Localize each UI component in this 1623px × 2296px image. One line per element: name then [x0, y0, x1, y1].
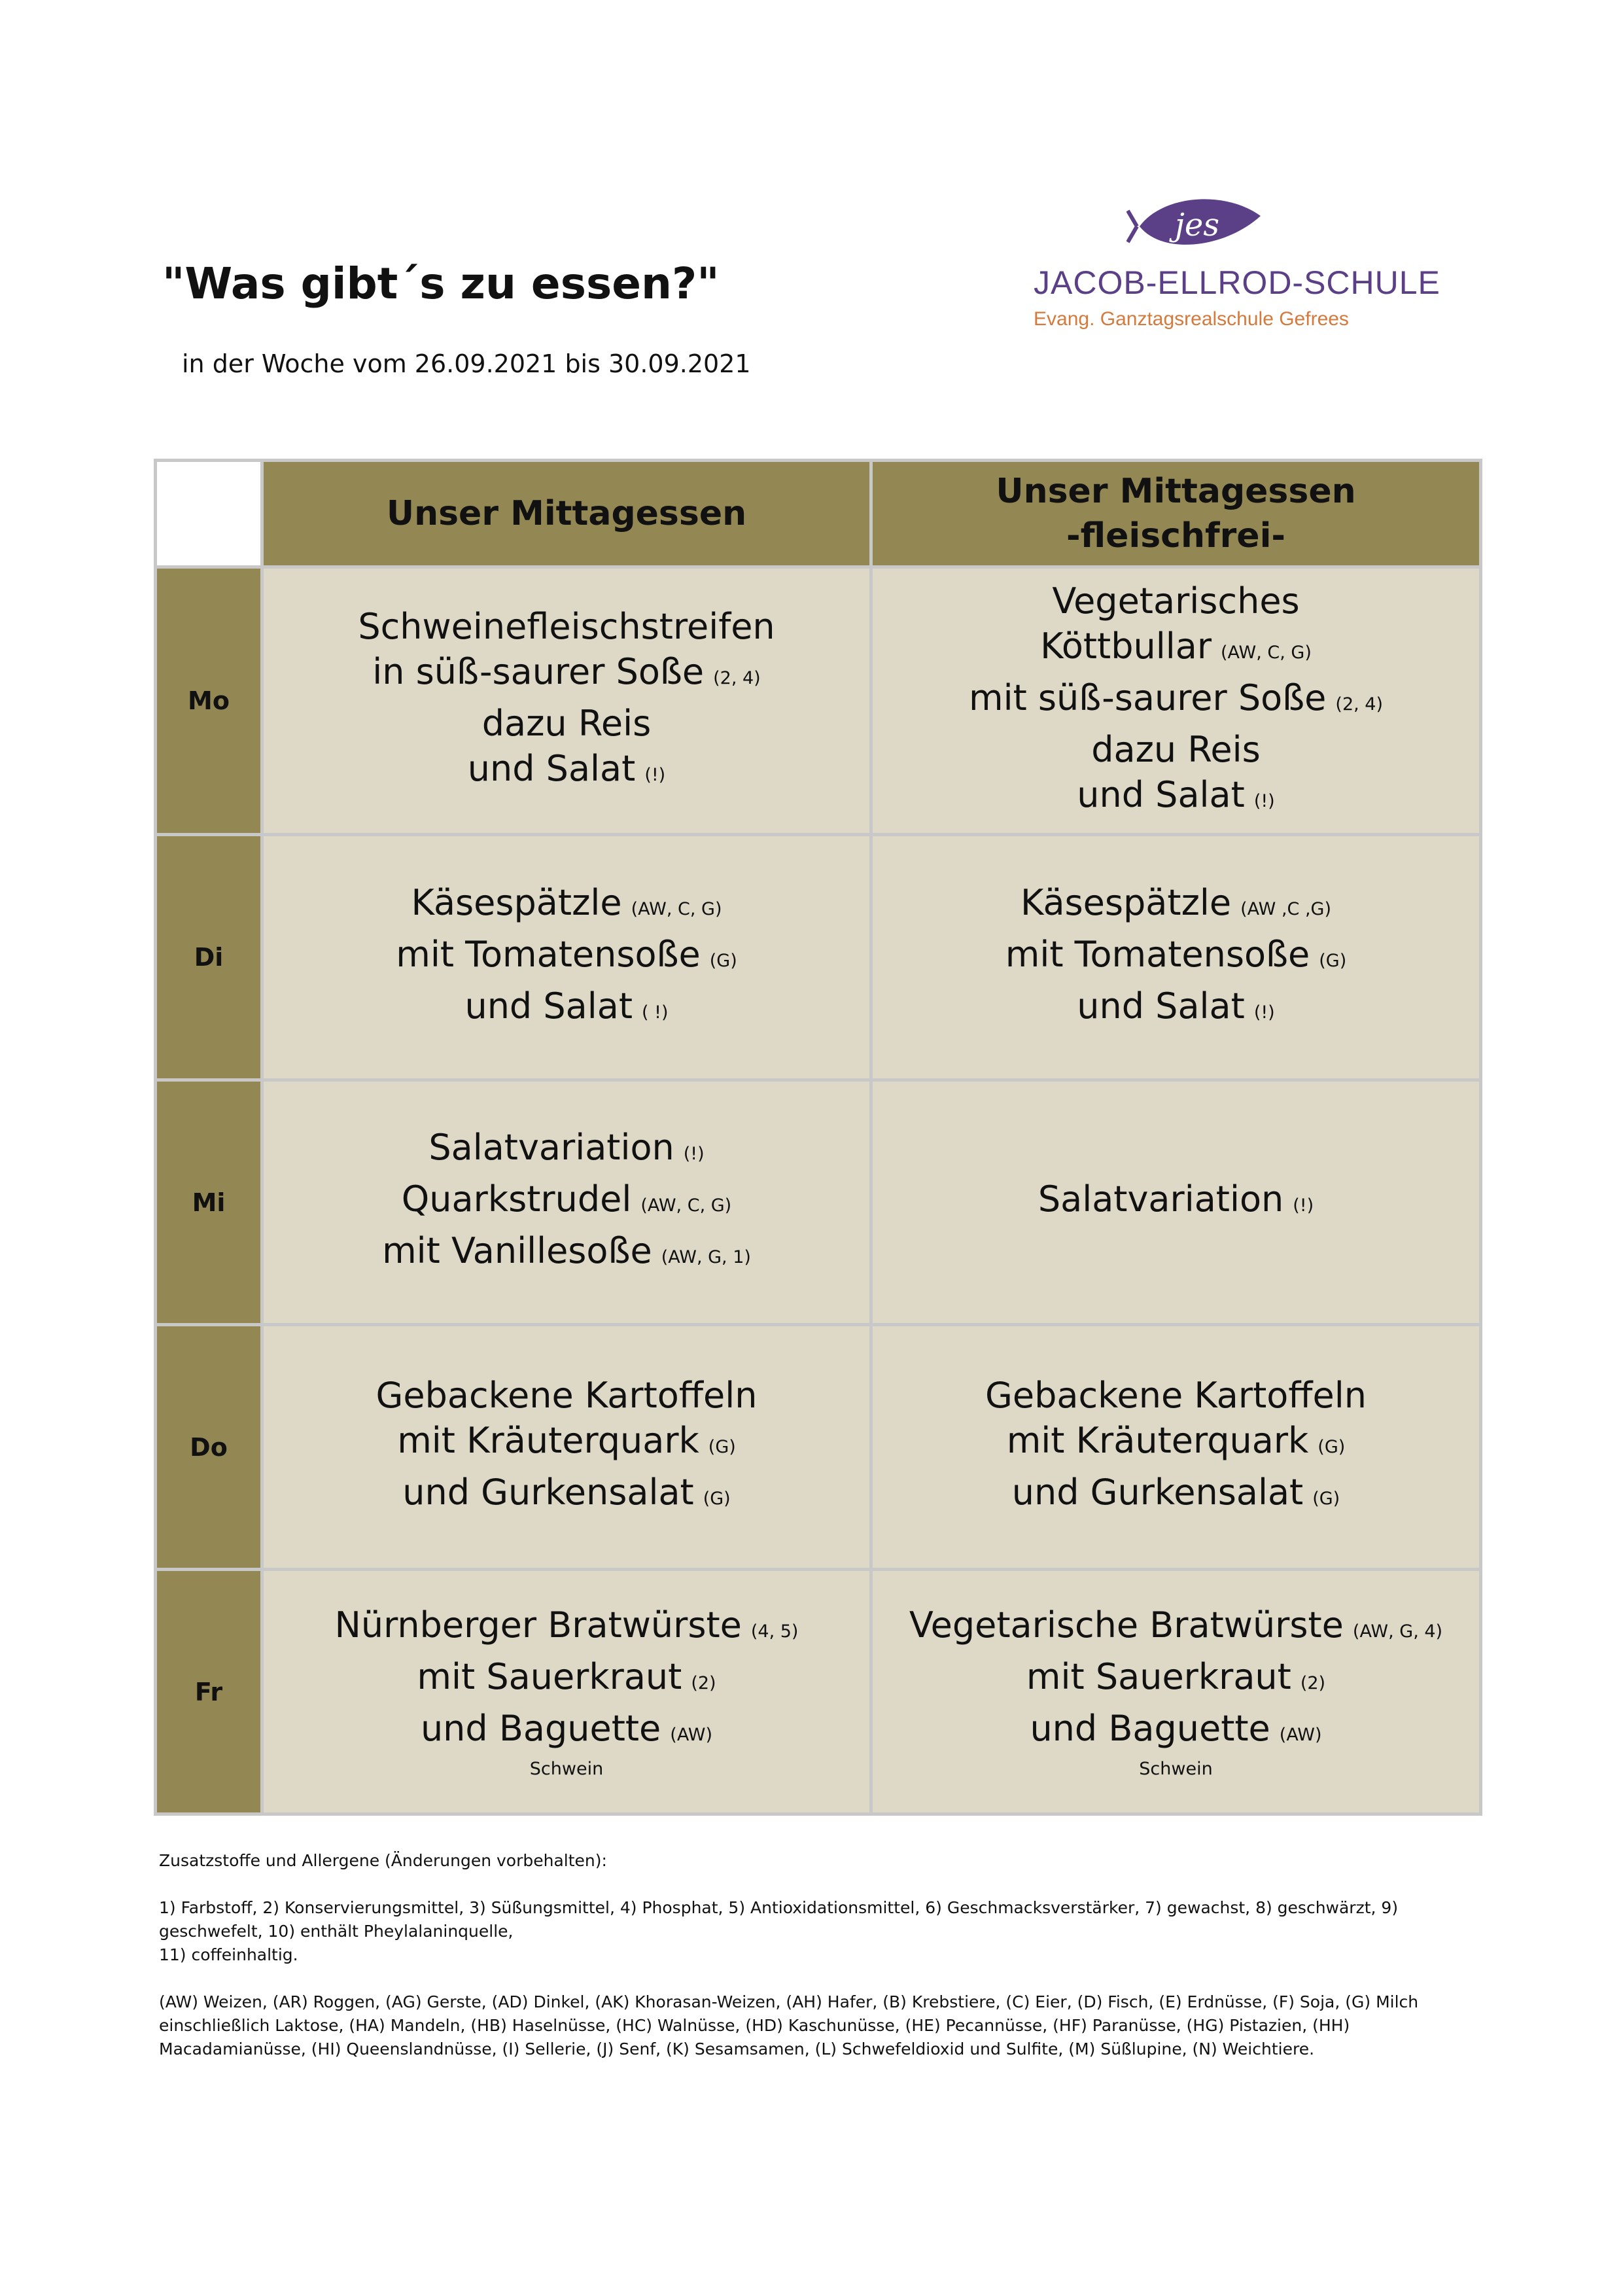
legend-heading: Zusatzstoffe und Allergene (Änderungen vorbehalten):	[159, 1851, 607, 1870]
dish-line	[264, 604, 869, 649]
dish-text: und Salat	[464, 985, 633, 1027]
dish-text: dazu Reis	[1091, 728, 1261, 770]
allergen-codes: (AW, G, 1)	[661, 1247, 751, 1267]
dish-text: mit Tomatensoße	[1005, 933, 1310, 975]
day-label: Mo	[156, 567, 262, 835]
dish-line	[873, 1373, 1479, 1418]
dish-cell-vegetarian	[871, 1570, 1481, 1814]
additives-list: 1) Farbstoff, 2) Konservierungsmittel, 3) Süßungsmittel, 4) Phosphat, 5) Antioxidationsmittel, 6) Geschmacksverstärker, 7) gewachst, 8) geschwärzt, 9) geschwefelt, 10) enthält Pheylalaninquelle,	[159, 1898, 1399, 1941]
dish-text: Käsespätzle	[1020, 881, 1232, 923]
allergens-list: (AW) Weizen, (AR) Roggen, (AG) Gerste, (AD) Dinkel, (AK) Khorasan-Weizen, (AH) Hafer, (B) Krebstiere, (C) Eier, (D) Fisch, (E) Erdnüsse, (F) Soja, (G) Milch einschließlich Laktose, (HA) Mandeln, (HB) Haselnüsse, (HC) Walnüsse, (HD) Kaschunüsse, (HE) Pecannüsse, (HF) Paranüsse, (HG) Pistazien, (HH) Macadamianüsse, (HI) Queenslandnüsse, (I) Sellerie, (J) Senf, (K) Sesamsamen, (L) Schwefeldioxid und Sulfite, (M) Süßlupine, (N) Weichtiere.	[159, 1992, 1419, 2058]
dish-text: in süß-saurer Soße	[372, 651, 705, 692]
allergen-codes: (G)	[703, 1489, 731, 1509]
day-label: Di	[156, 835, 262, 1080]
dish-text: Nürnberger Bratwürste	[334, 1604, 742, 1646]
dish-text: mit Kräuterquark	[397, 1420, 699, 1461]
school-subtitle: Evang. Ganztagsrealschule Gefrees	[1034, 308, 1349, 330]
dish-text: Käsespätzle	[411, 881, 622, 923]
school-name: JACOB-ELLROD-SCHULE	[1034, 264, 1440, 301]
dish-line	[264, 649, 869, 701]
additives-list-end: 11) coffeinhaltig.	[159, 1945, 298, 1964]
allergen-codes: (AW, C, G)	[1221, 642, 1312, 663]
dish-line	[264, 746, 869, 798]
corner-cell	[156, 461, 262, 567]
dish-line	[873, 932, 1479, 983]
dish-line	[873, 1418, 1479, 1470]
day-label: Fr	[156, 1570, 262, 1814]
dish-line	[873, 1654, 1479, 1706]
page-title: "Was gibt´s zu essen?"	[162, 258, 720, 309]
dish-cell-vegetarian	[871, 1325, 1481, 1570]
dish-line	[873, 983, 1479, 1035]
day-label: Do	[156, 1325, 262, 1570]
column-header-vegetarian	[871, 461, 1481, 567]
dish-line	[264, 1373, 869, 1418]
dish-text: und Baguette	[1030, 1708, 1270, 1749]
allergen-codes: (AW ,C ,G)	[1240, 898, 1332, 919]
dish-line	[873, 1706, 1479, 1757]
allergen-codes: (2)	[1300, 1673, 1326, 1693]
dish-cell-vegetarian	[871, 835, 1481, 1080]
allergen-codes: (!)	[1293, 1195, 1314, 1216]
dish-line	[873, 1470, 1479, 1521]
allergen-codes: (AW)	[1279, 1725, 1322, 1745]
column-header-menu: Unser Mittagessen	[262, 461, 871, 567]
allergen-legend	[159, 1849, 1428, 2061]
allergen-codes: (G)	[708, 1437, 736, 1457]
dish-text: Gebackene Kartoffeln	[985, 1375, 1367, 1416]
table-row	[156, 835, 1481, 1080]
allergen-codes: (AW, C, G)	[631, 898, 722, 919]
dish-line	[264, 880, 869, 932]
dish-line	[873, 880, 1479, 932]
day-label: Mi	[156, 1080, 262, 1325]
dish-text: mit Sauerkraut	[1026, 1656, 1291, 1697]
logo-mark-text: jes	[1175, 207, 1219, 243]
dish-cell-vegetarian	[871, 1080, 1481, 1325]
allergen-codes: (G)	[1319, 950, 1347, 971]
fish-logo-icon	[1126, 190, 1270, 262]
dish-line	[873, 1602, 1479, 1654]
dish-text: und Salat	[467, 748, 636, 789]
dish-text: dazu Reis	[481, 703, 652, 744]
dish-line	[264, 1470, 869, 1521]
allergen-codes: (AW)	[670, 1725, 713, 1745]
table-row	[156, 1080, 1481, 1325]
dish-line	[264, 1228, 869, 1280]
table-row	[156, 567, 1481, 835]
dish-line	[264, 1418, 869, 1470]
dish-cell-menu	[262, 567, 871, 835]
dish-text: mit Vanillesoße	[382, 1230, 652, 1271]
school-logo	[1034, 190, 1440, 340]
column-header-vegetarian-line2: -fleischfrei-	[1066, 516, 1285, 556]
dish-line	[264, 983, 869, 1035]
dish-line	[264, 1176, 869, 1228]
dish-line	[873, 1176, 1479, 1228]
dish-text: Salatvariation	[1038, 1178, 1284, 1220]
dish-cell-menu	[262, 1570, 871, 1814]
dish-text: und Gurkensalat	[1011, 1472, 1304, 1513]
dish-line	[264, 1654, 869, 1706]
dish-line	[264, 1125, 869, 1176]
dish-cell-menu	[262, 835, 871, 1080]
dish-line	[873, 624, 1479, 675]
dish-text: Schweinefleischstreifen	[358, 606, 775, 647]
allergen-codes: (2, 4)	[1335, 694, 1383, 715]
allergen-codes: (!)	[644, 765, 666, 785]
dish-text: Köttbullar	[1040, 625, 1212, 667]
week-range: in der Woche vom 26.09.2021 bis 30.09.2021	[182, 349, 751, 378]
column-header-vegetarian-line1: Unser Mittagessen	[996, 472, 1356, 511]
allergen-codes: (!)	[1253, 1002, 1275, 1023]
allergen-codes: (2, 4)	[713, 668, 761, 688]
allergen-codes: (AW, C, G)	[640, 1195, 732, 1216]
dish-text: Gebackene Kartoffeln	[375, 1375, 758, 1416]
dish-text: und Baguette	[420, 1708, 661, 1749]
allergen-codes: (G)	[1312, 1489, 1340, 1509]
dish-line	[873, 578, 1479, 624]
dish-text: mit Sauerkraut	[417, 1656, 682, 1697]
dish-text: Quarkstrudel	[401, 1178, 632, 1220]
dish-text: und Gurkensalat	[402, 1472, 694, 1513]
dish-cell-menu	[262, 1325, 871, 1570]
dish-text: mit Kräuterquark	[1006, 1420, 1309, 1461]
dish-line	[873, 675, 1479, 727]
allergen-codes: (AW, G, 4)	[1352, 1621, 1443, 1642]
dish-note: Schwein	[1139, 1759, 1213, 1779]
allergen-codes: (!)	[683, 1144, 705, 1164]
dish-line	[264, 701, 869, 746]
dish-text: Vegetarisches	[1052, 580, 1300, 622]
allergen-codes: (G)	[709, 950, 737, 971]
dish-text: und Salat	[1077, 773, 1245, 815]
dish-note: Schwein	[529, 1759, 604, 1779]
header-row	[156, 461, 1481, 567]
allergen-codes: (2)	[691, 1673, 716, 1693]
dish-text: Vegetarische Bratwürste	[909, 1604, 1344, 1646]
allergen-codes: ( !)	[642, 1002, 669, 1023]
table-row	[156, 1570, 1481, 1814]
dish-line	[264, 932, 869, 983]
dish-cell-vegetarian	[871, 567, 1481, 835]
dish-line	[264, 1706, 869, 1757]
dish-line	[873, 727, 1479, 772]
table-row	[156, 1325, 1481, 1570]
allergen-codes: (4, 5)	[750, 1621, 799, 1642]
dish-text: mit Tomatensoße	[396, 933, 701, 975]
dish-text: und Salat	[1077, 985, 1245, 1027]
dish-text: mit süß-saurer Soße	[968, 677, 1327, 718]
allergen-codes: (!)	[1253, 790, 1275, 811]
dish-line	[264, 1602, 869, 1654]
menu-table	[154, 459, 1482, 1816]
allergen-codes: (G)	[1318, 1437, 1346, 1457]
dish-text: Salatvariation	[428, 1127, 674, 1168]
dish-line	[873, 772, 1479, 824]
dish-cell-menu	[262, 1080, 871, 1325]
